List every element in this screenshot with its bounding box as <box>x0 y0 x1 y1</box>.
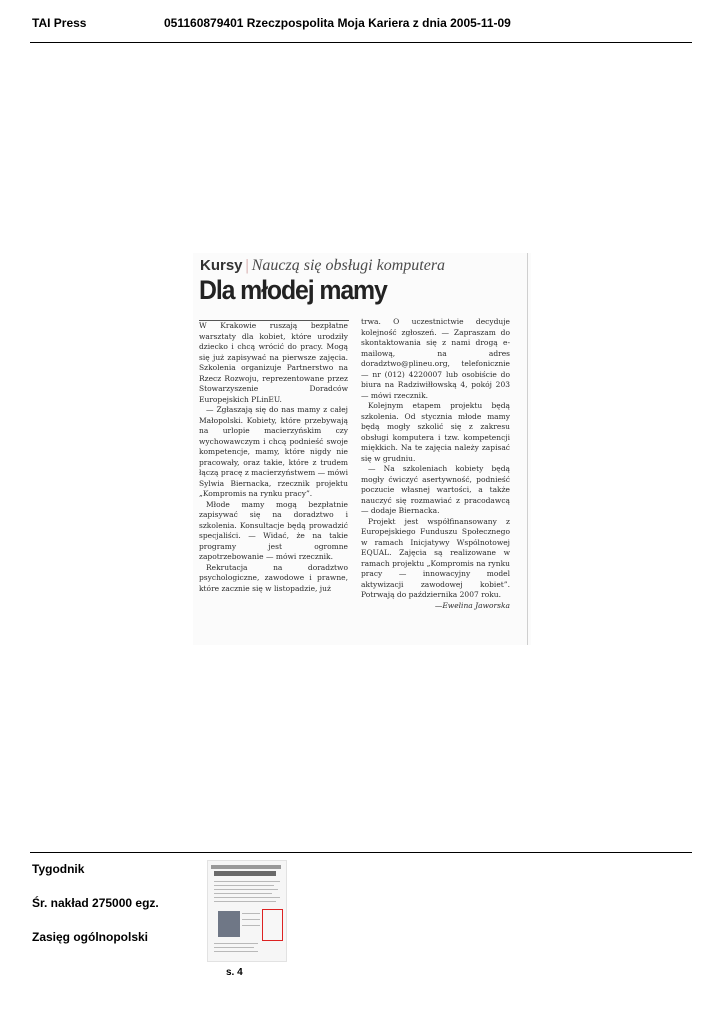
clipping-edge <box>527 253 528 645</box>
bottom-divider <box>30 852 692 853</box>
page-thumbnail[interactable] <box>207 860 287 962</box>
header-source: TAI Press <box>32 16 87 30</box>
top-divider <box>30 42 692 43</box>
header-reference: 051160879401 Rzeczpospolita Moja Kariera z dnia 2005-11-09 <box>164 16 511 30</box>
thumbnail-text-line <box>214 947 254 948</box>
kicker-separator: | <box>245 257 249 274</box>
paragraph: — Na szkoleniach kobiety będą mogły ćwiczyć asertywność, podnieść poczucie własnej wartości, a także nauczyć się rozmawiać z pracodawcą — dodaje Biernacka. <box>361 464 510 515</box>
circulation: Śr. nakład 275000 egz. <box>32 896 159 910</box>
thumbnail-text-line <box>214 897 280 898</box>
article-byline: —Ewelina Jaworska <box>434 600 510 610</box>
article-clipping <box>193 253 531 645</box>
thumbnail-masthead <box>211 865 281 869</box>
thumbnail-text-line <box>242 913 260 914</box>
thumbnail-photo <box>218 911 240 937</box>
thumbnail-text-line <box>214 901 276 902</box>
thumbnail-text-line <box>214 885 274 886</box>
paragraph: — Zgłaszają się do nas mamy z całej Małopolski. Kobiety, które przebywają na urlopie macierzyńskim czy wychowawczym i chcą podnieść swoje kompetencje, mamy, które nigdy nie pracowały, oraz takie, które z trudem łączą pracę z macierzyństwem — mówi Sylwia Biernacka, rzecznik projektu „Kompromis na rynku pracy”. <box>199 405 348 498</box>
thumbnail-text-line <box>242 925 260 926</box>
thumbnail-text-line <box>214 893 272 894</box>
thumbnail-text-line <box>242 919 260 920</box>
thumbnail-text-line <box>214 881 280 882</box>
page-number: s. 4 <box>226 967 243 978</box>
article-column-2 <box>361 317 510 645</box>
paragraph: Projekt jest współfinansowany z Europejskiego Funduszu Społecznego w ramach Inicjatywy Wspólnotowej EQUAL. Zajęcia są realizowane w ramach projektu „Kompromis na rynku pracy — innowacyjny model aktywizacji zawodowej kobiet”. Potrwają do października 2007 roku. <box>361 516 510 599</box>
paragraph: trwa. O uczestnictwie decyduje kolejność zgłoszeń. — Zapraszam do skontaktowania się z nami drogą e-mailową, na adres doradztwo@plineu.org, telefonicznie — nr (012) 4220007 lub osobiście do biura na Radziwiłłowską 4, pokój 203 — mówi rzecznik. <box>361 317 510 400</box>
paragraph: Rekrutacja na doradztwo psychologiczne, zawodowe i prawne, które zacznie się w listopadzie, już <box>199 562 348 593</box>
paragraph: Młode mamy mogą bezpłatnie zapisywać się na doradztwo i szkolenia. Konsultacje będą prowadzić specjaliści. — Widać, że na takie programy jest ogromne zapotrzebowanie — mówi rzecznik. <box>199 499 348 561</box>
paragraph: Kolejnym etapem projektu będą szkolenia. Od stycznia młode mamy będą mogły szkolić się z zakresu obsługi komputera i tzw. kompetencji miękkich. Na te zajęcia należy zapisać się w grudniu. <box>361 401 510 463</box>
article-headline: Dla młodej mamy <box>199 275 387 305</box>
publication-frequency: Tygodnik <box>32 862 85 876</box>
thumbnail-text-line <box>214 889 278 890</box>
reach: Zasięg ogólnopolski <box>32 930 149 944</box>
paragraph: W Krakowie ruszają bezpłatne warsztaty dla kobiet, które urodziły dziecko i chcą wrócić do pracy. Mogą się już zapisywać na pierwsze zajęcia. Szkolenia organizuje Partnerstwo na Rzecz Rozwoju, reprezentowane przez Stowarzyszenie Doradców Europejskich PLinEU. <box>199 321 348 404</box>
section-label: Kursy <box>200 257 243 274</box>
article-column-1 <box>199 321 348 645</box>
thumbnail-title <box>214 871 276 876</box>
article-kicker <box>200 257 445 275</box>
article-subheading: Nauczą się obsługi komputera <box>251 257 446 274</box>
thumbnail-text-line <box>214 943 258 944</box>
thumbnail-highlight-box <box>262 909 283 941</box>
thumbnail-text-line <box>214 951 258 952</box>
